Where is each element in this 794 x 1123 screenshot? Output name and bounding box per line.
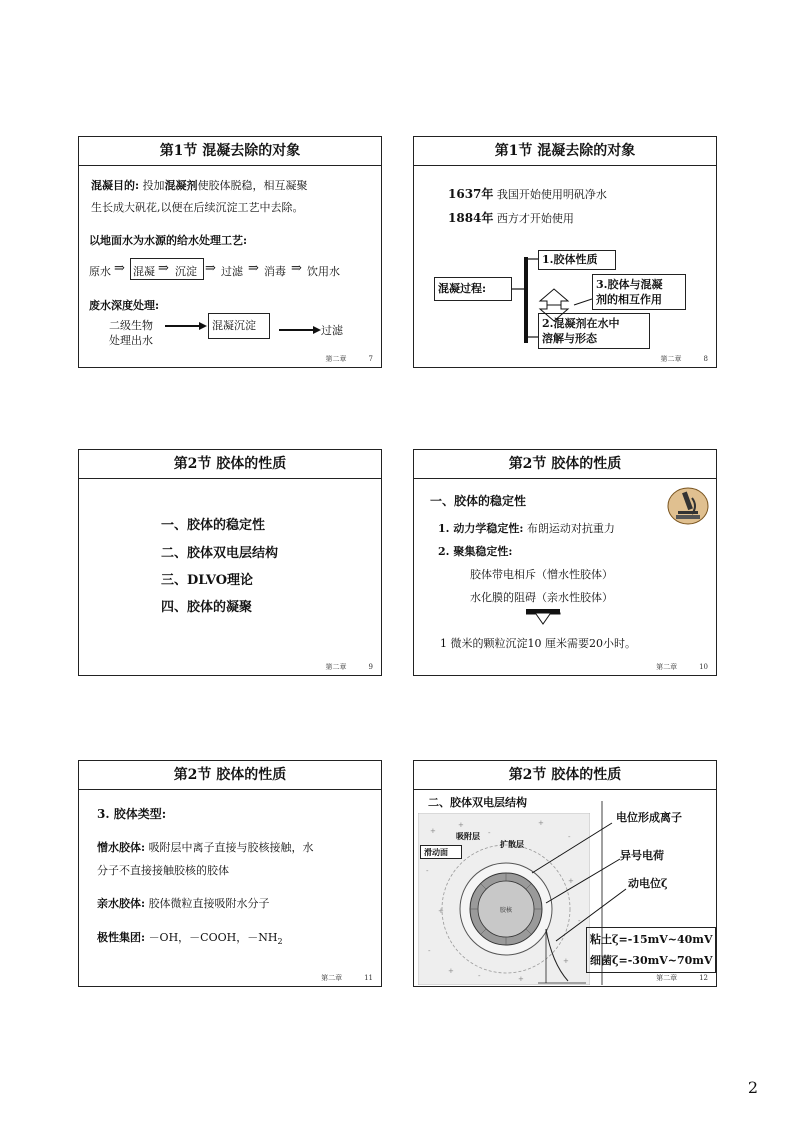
- slide-8: [413, 136, 717, 368]
- slide-footer: [321, 973, 373, 983]
- label-diffuse-layer: 扩散层: [500, 839, 524, 849]
- topic-item: 一、胶体的稳定性: [161, 518, 266, 533]
- box-interaction-line-2: 剂的相互作用: [596, 293, 662, 306]
- flow-disinfection: 消毒: [264, 265, 286, 278]
- purpose-label: 混凝目的:: [91, 179, 140, 192]
- slide-11: [78, 760, 382, 987]
- flow-sedimentation: 沉淀: [175, 265, 197, 278]
- flow-drinking-water: 饮用水: [307, 265, 340, 278]
- svg-text:-: -: [428, 947, 431, 955]
- hydrophilic-line: [97, 895, 270, 911]
- footer-page: 11: [364, 974, 373, 982]
- slide-10: [413, 449, 717, 676]
- slide-7: [78, 136, 382, 368]
- sub-point-2: 水化膜的阻碍（亲水性胶体）: [470, 591, 613, 604]
- polar-text: －OH，－COOH，－NH: [148, 931, 278, 944]
- hydrophobic-label: 憎水胶体:: [97, 841, 146, 854]
- footer-chapter: 第二章: [325, 355, 347, 363]
- label-counter-charge: 异号电荷: [620, 849, 664, 862]
- footer-page: 7: [368, 355, 373, 363]
- slide-9: [78, 449, 382, 676]
- purpose-line-1: [91, 177, 308, 193]
- section-heading: 二、胶体双电层结构: [428, 796, 527, 809]
- year-1884: 1884年: [448, 211, 494, 225]
- flow-raw-water: 原水: [89, 265, 111, 278]
- slide-footer: [656, 662, 708, 672]
- stability-item-2: 2. 聚集稳定性:: [438, 545, 513, 558]
- arrow-icon: ⇒: [248, 261, 259, 276]
- footer-chapter: 第二章: [660, 355, 682, 363]
- slide-title: 第2节 胶体的性质: [414, 450, 716, 479]
- history-line-1: [448, 185, 607, 202]
- process-label: 混凝过程:: [434, 277, 512, 301]
- sub-point-1: 胶体带电相斥（憎水性胶体）: [470, 568, 613, 581]
- slide-title: 第1节 混凝去除的对象: [414, 137, 716, 166]
- microscope-icon: [666, 484, 710, 526]
- hydrophobic-text-1: 吸附层中离子直接与胶核接触，水: [148, 841, 314, 854]
- ww-source-line-1: 二级生物: [109, 319, 153, 332]
- polar-label: 极性集团:: [97, 931, 146, 944]
- arrow-icon: ⇒: [114, 261, 125, 276]
- label-zeta-potential: 动电位ζ: [628, 877, 668, 890]
- svg-text:+: +: [448, 967, 454, 975]
- flow-filtration: 过滤: [221, 265, 243, 278]
- wastewater-heading: 废水深度处理:: [89, 299, 160, 312]
- purpose-line-2: 生长成大矾花,以便在后续沉淀工艺中去除。: [91, 201, 304, 214]
- footer-page: 12: [699, 974, 708, 982]
- zeta-values-box: [586, 927, 716, 973]
- slide-title: 第2节 胶体的性质: [79, 761, 381, 790]
- footer-page: 8: [703, 355, 708, 363]
- ww-source-line-2: 处理出水: [109, 334, 153, 347]
- topic-item: 四、胶体的凝聚: [161, 600, 253, 615]
- hydrophilic-text: 胶体微粒直接吸附水分子: [148, 897, 270, 910]
- topic-item: 三、DLVO理论: [161, 573, 254, 588]
- arrow-icon: ⇒: [291, 261, 302, 276]
- svg-text:-: -: [578, 917, 581, 925]
- svg-text:+: +: [438, 907, 444, 915]
- process-connector-diagram: [512, 249, 592, 351]
- polar-subscript: 2: [277, 937, 283, 947]
- topic-item: 二、胶体双电层结构: [161, 546, 279, 561]
- hydrophobic-line-1: [97, 839, 314, 855]
- colloid-types-heading: 3. 胶体类型:: [97, 807, 167, 821]
- svg-text:-: -: [478, 972, 481, 980]
- bacteria-zeta: 细菌ζ=-30mV~70mV: [590, 954, 713, 967]
- box-dissolution-line-1: 2.混凝剂在水中: [542, 317, 620, 330]
- svg-text:-: -: [488, 829, 491, 837]
- page-number: 2: [747, 1078, 758, 1097]
- box-colloid-properties: 1.胶体性质: [538, 250, 616, 270]
- surface-water-heading: 以地面水为水源的给水处理工艺:: [89, 234, 248, 247]
- purpose-text-a: 投加: [142, 179, 165, 192]
- label-slip-plane: 滑动面: [420, 845, 462, 859]
- svg-text:+: +: [458, 821, 464, 829]
- footer-chapter: 第二章: [656, 974, 678, 982]
- hydrophobic-line-2: 分子不直接接触胶核的胶体: [97, 864, 229, 877]
- section-heading: 一、胶体的稳定性: [430, 494, 527, 508]
- box-dissolution-line-2: 溶解与形态: [542, 332, 597, 345]
- year-1637-text: 我国开始使用明矾净水: [496, 188, 607, 201]
- clay-zeta: 粘土ζ=-15mV~40mV: [590, 933, 713, 946]
- stability-item-1: [438, 520, 615, 536]
- box-interaction-line-1: 3.胶体与混凝: [596, 278, 663, 291]
- year-1637: 1637年: [448, 187, 494, 201]
- purpose-text-b: 使胶体脱稳，相互凝聚: [197, 179, 308, 192]
- long-arrow-icon: [279, 325, 321, 335]
- settling-conclusion: 1 微米的颗粒沉淀10 厘米需要20小时。: [440, 637, 636, 650]
- long-arrow-icon: [165, 321, 207, 331]
- slide-title: 第2节 胶体的性质: [414, 761, 716, 790]
- arrow-icon: ⇒: [158, 261, 169, 276]
- arrow-icon: ⇒: [205, 261, 216, 276]
- label-adsorption-layer: 吸附层: [456, 831, 480, 841]
- label-potential-ion: 电位形成离子: [616, 811, 682, 824]
- footer-chapter: 第二章: [656, 663, 678, 671]
- svg-text:+: +: [538, 819, 544, 827]
- slide-12: [413, 760, 717, 987]
- hydrophilic-label: 亲水胶体:: [97, 897, 146, 910]
- flow-coagulation: 混凝: [133, 265, 155, 278]
- purpose-bold: 混凝剂: [164, 179, 198, 192]
- year-1884-text: 西方才开始使用: [496, 212, 574, 225]
- ww-end: 过滤: [321, 324, 343, 337]
- item1-label: 1. 动力学稳定性:: [438, 522, 524, 535]
- slide-footer: [326, 662, 373, 672]
- footer-chapter: 第二章: [321, 974, 343, 982]
- down-arrow-icon: [526, 608, 562, 626]
- svg-text:-: -: [426, 867, 429, 875]
- svg-text:+: +: [568, 877, 574, 885]
- box-interaction: [592, 274, 686, 310]
- item1-text: 布朗运动对抗重力: [526, 522, 615, 535]
- footer-chapter: 第二章: [325, 663, 347, 671]
- svg-text:+: +: [518, 975, 524, 983]
- ww-box: 混凝沉淀: [208, 313, 270, 339]
- slide-footer: [661, 354, 708, 364]
- core-label: 胶核: [500, 907, 513, 914]
- polar-groups-line: [97, 929, 283, 946]
- slide-footer: [326, 354, 373, 364]
- footer-page: 10: [699, 663, 708, 671]
- svg-text:-: -: [568, 833, 571, 841]
- svg-text:+: +: [430, 827, 436, 835]
- slide-title: 第2节 胶体的性质: [79, 450, 381, 479]
- history-line-2: [448, 209, 574, 226]
- svg-text:+: +: [563, 957, 569, 965]
- footer-page: 9: [368, 663, 373, 671]
- slide-footer: [656, 973, 708, 983]
- slide-title: 第1节 混凝去除的对象: [79, 137, 381, 166]
